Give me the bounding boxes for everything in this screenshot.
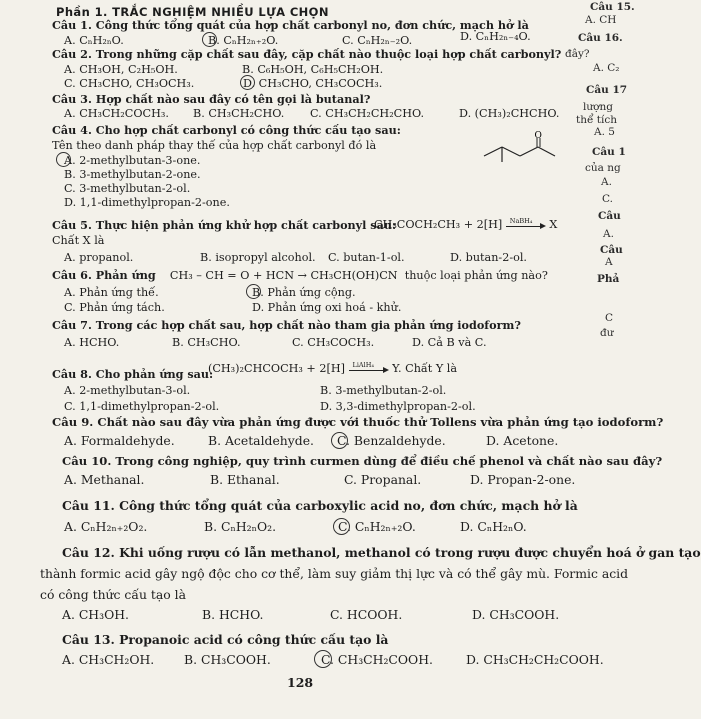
q1-option-b: B. CₙH₂ₙ₊₂O. [208, 34, 279, 47]
q12-line3: có công thức cấu tạo là [40, 587, 186, 602]
q12-text1: Câu 12. Khi uống rượu có lẫn methanol, methanol có trong rượu được chuyển hoá ở gan tạo [62, 545, 701, 560]
q12-line1 [62, 545, 701, 561]
right-fragment: A. [603, 228, 614, 240]
q5-option-b: B. isopropyl alcohol. [200, 251, 316, 264]
q5-stem: Câu 5. Thực hiện phản ứng khử hợp chất carbonyl sau: [52, 218, 397, 232]
right-fragment: A. 5 [594, 126, 615, 138]
q11-option-a: A. CₙH₂ₙ₊₂O₂. [64, 519, 148, 534]
q4-structure [478, 132, 560, 172]
reagent-label: LiAlH₄ [352, 361, 374, 369]
q5-product: X [549, 218, 558, 231]
q11-stem: Câu 11. Công thức tổng quát của carboxylic acid no, đơn chức, mạch hở là [62, 498, 578, 513]
q8-option-b: B. 3-methylbutan-2-ol. [320, 384, 447, 397]
answer-circle [314, 650, 332, 668]
q10-option-b: B. Ethanal. [210, 472, 280, 487]
right-fragment: Câu [598, 210, 621, 222]
page-number: 128 [287, 675, 314, 690]
right-fragment: Câu 15. [590, 1, 635, 13]
q8-stem: Câu 8. Cho phản ứng sau: [52, 367, 214, 381]
q8-option-a: A. 2-methylbutan-3-ol. [64, 384, 191, 397]
q1-text: Câu 1. Công thức tổng quát của hợp chất carbonyl no, đơn chức, mạch hở là [52, 18, 529, 32]
q1-option-d: D. CₙH₂ₙ₋₄O. [460, 30, 531, 43]
q9-stem: Câu 9. Chất nào sau đây vừa phản ứng được với thuốc thử Tollens vừa phản ứng tạo iodoform? [52, 415, 664, 429]
q8-option-c: C. 1,1-dimethylpropan-2-ol. [64, 400, 220, 413]
q10-option-d: D. Propan-2-one. [470, 472, 576, 487]
q7-option-a: A. HCHO. [64, 336, 120, 349]
q5-option-a: A. propanol. [64, 251, 134, 264]
q13-option-b: B. CH₃COOH. [184, 652, 271, 667]
right-fragment: C [605, 312, 614, 324]
q3-option-a: A. CH₃CH₂COCH₃. [64, 107, 169, 120]
q4-stem2: Tên theo danh pháp thay thế của hợp chất carbonyl đó là [52, 139, 377, 152]
q6-option-b: B. Phản ứng cộng. [252, 286, 356, 299]
q3-option-c: C. CH₃CH₂CH₂CHO. [310, 107, 425, 120]
q11-option-b: B. CₙH₂ₙO₂. [204, 519, 277, 534]
q1-stem [52, 18, 529, 33]
q11-option-d: D. CₙH₂ₙO. [460, 519, 527, 534]
right-fragment: thể tích [576, 114, 618, 126]
reaction-arrow [506, 217, 546, 230]
q5-option-d: D. butan-2-ol. [450, 251, 527, 264]
right-fragment: Câu 1 [592, 146, 626, 158]
carbonyl-oxygen: O [534, 131, 542, 141]
q7-option-b: B. CH₃CHO. [172, 336, 241, 349]
q9-option-c: C. Benzaldehyde. [337, 433, 446, 448]
q8-option-d: D. 3,3-dimethylpropan-2-ol. [320, 400, 476, 413]
q10-option-a: A. Methanal. [64, 472, 145, 487]
q1-option-c: C. CₙH₂ₙ₋₂O. [342, 34, 413, 47]
q13-option-d: D. CH₃CH₂CH₂COOH. [466, 652, 604, 667]
q13-option-c: C. CH₃CH₂COOH. [321, 652, 433, 667]
right-fragment: C. [602, 193, 613, 205]
q3-option-d: D. (CH₃)₂CHCHO. [459, 107, 560, 120]
q6-line [52, 268, 548, 283]
answer-circle [331, 432, 348, 449]
q9-option-a: A. Formaldehyde. [64, 433, 175, 448]
q6-tail: thuộc loại phản ứng nào? [404, 269, 548, 282]
right-fragment: Phả [597, 273, 620, 285]
q7-option-d: D. Cả B và C. [412, 336, 487, 349]
answer-circle [202, 32, 217, 47]
right-fragment: lượng [583, 101, 613, 113]
answer-circle [246, 284, 261, 299]
q6-option-c: C. Phản ứng tách. [64, 301, 165, 314]
q5-stem2: Chất X là [52, 234, 105, 247]
q7-stem: Câu 7. Trong các hợp chất sau, hợp chất nào tham gia phản ứng iodoform? [52, 318, 521, 332]
right-fragment: của ng [585, 162, 621, 174]
q2-stem: Câu 2. Trong những cặp chất sau đây, cặp chất nào thuộc loại hợp chất carbonyl? [52, 47, 562, 61]
q6-equation: CH₃ – CH = O + HCN → CH₃CH(OH)CN [169, 269, 398, 282]
q4-stem: Câu 4. Cho hợp chất carbonyl có công thức cấu tạo sau: [52, 123, 401, 137]
q7-option-c: C. CH₃COCH₃. [292, 336, 375, 349]
answer-circle [240, 75, 255, 90]
q12-line2: thành formic acid gây ngộ độc cho cơ thể, làm suy giảm thị lực và có thể gây mù. Formic acid [40, 566, 629, 581]
right-fragment: A [605, 256, 613, 268]
q11-option-c: C. CₙH₂ₙ₊₂O. [338, 519, 416, 534]
right-fragment: Câu 16. [578, 32, 623, 44]
q13-stem: Câu 13. Propanoic acid có công thức cấu tạo là [62, 632, 389, 647]
right-fragment: A. CH [585, 14, 617, 26]
q9-option-d: D. Acetone. [486, 433, 559, 448]
answer-circle [333, 518, 350, 535]
q12-option-d: D. CH₃COOH. [472, 607, 560, 622]
right-fragment: Câu [600, 244, 623, 256]
q5-reactants: CH₃COCH₂CH₃ + 2[H] [374, 218, 503, 231]
q3-option-b: B. CH₃CH₂CHO. [193, 107, 285, 120]
section-title: Phần 1. TRẮC NGHIỆM NHIỀU LỰA CHỌN [56, 5, 329, 19]
q2-option-c: C. CH₃CHO, CH₃OCH₃. [64, 77, 195, 90]
q6-option-d: D. Phản ứng oxi hoá - khử. [252, 301, 402, 314]
answer-circle [56, 152, 71, 167]
q4-option-b: B. 3-methylbutan-2-one. [64, 168, 201, 181]
reaction-arrow [349, 361, 389, 374]
q10-option-c: C. Propanal. [344, 472, 422, 487]
q12-option-c: C. HCOOH. [330, 607, 403, 622]
right-fragment: A. [601, 176, 612, 188]
q9-option-b: B. Acetaldehyde. [208, 433, 314, 448]
q2-option-b: B. C₆H₅OH, C₆H₅CH₂OH. [242, 63, 384, 76]
q6-option-a: A. Phản ứng thế. [64, 286, 159, 299]
q10-stem: Câu 10. Trong công nghiệp, quy trình curmen dùng để điều chế phenol và chất nào sau đây? [62, 454, 663, 468]
q2-option-a: A. CH₃OH, C₂H₅OH. [64, 63, 178, 76]
right-fragment: đây? [565, 48, 590, 60]
q6-stem: Câu 6. Phản ứng [52, 268, 156, 282]
right-fragment: đư [600, 327, 614, 339]
q5-equation [374, 218, 557, 232]
right-fragment: Câu 17 [586, 84, 628, 96]
q12-option-b: B. HCHO. [202, 607, 264, 622]
q3-stem: Câu 3. Hợp chất nào sau đây có tên gọi là butanal? [52, 92, 371, 106]
q1-option-a: A. CₙH₂ₙO. [64, 34, 124, 47]
q13-option-a: A. CH₃CH₂OH. [62, 652, 155, 667]
q8-equation [208, 362, 457, 376]
q4-option-d: D. 1,1-dimethylpropan-2-one. [64, 196, 230, 209]
q5-option-c: C. butan-1-ol. [328, 251, 405, 264]
q12-option-a: A. CH₃OH. [62, 607, 129, 622]
reagent-label: NaBH₄ [509, 217, 533, 225]
q4-option-a: A. 2-methylbutan-3-one. [64, 154, 201, 167]
q8-tail: Y. Chất Y là [392, 362, 458, 375]
q2-option-d: D. CH₃CHO, CH₃COCH₃. [243, 77, 383, 90]
q4-option-c: C. 3-methylbutan-2-ol. [64, 182, 191, 195]
q8-reactants: (CH₃)₂CHCOCH₃ + 2[H] [208, 362, 345, 375]
right-fragment: A. C₂ [593, 62, 620, 74]
